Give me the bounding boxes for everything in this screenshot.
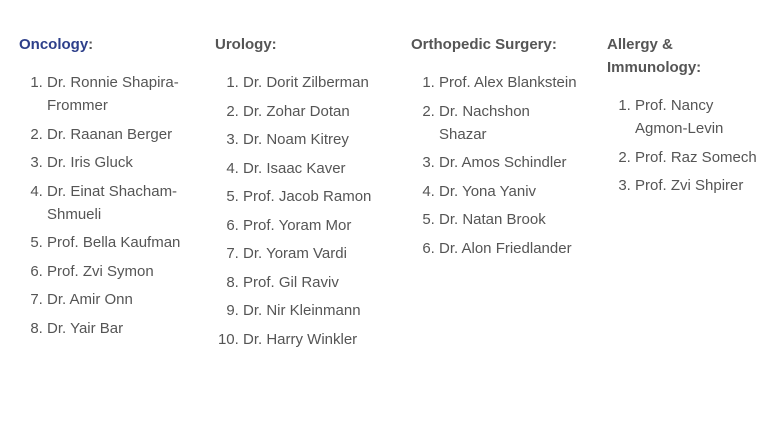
list-item: 2. Prof. Raz Somech bbox=[635, 146, 767, 169]
doctor-list-orthopedic-surgery bbox=[411, 71, 581, 260]
list-item: 3. Dr. Iris Gluck bbox=[47, 151, 189, 174]
section-heading-oncology bbox=[19, 33, 189, 56]
oncology-heading-text: Oncology bbox=[19, 36, 89, 53]
column-urology bbox=[215, 33, 385, 356]
list-item: 8. Dr. Yair Bar bbox=[47, 317, 189, 340]
column-allergy-immunology bbox=[607, 33, 767, 203]
list-item: 3. Dr. Noam Kitrey bbox=[243, 128, 385, 151]
list-item: 2. Dr. Nachshon Shazar bbox=[439, 100, 581, 146]
column-oncology bbox=[19, 33, 189, 345]
list-item: 1. Dr. Ronnie Shapira- Frommer bbox=[47, 71, 189, 117]
list-item: 3. Prof. Zvi Shpirer bbox=[635, 174, 767, 197]
section-heading-urology: Urology: bbox=[215, 36, 277, 53]
list-item: 2. Dr. Zohar Dotan bbox=[243, 100, 385, 123]
list-item: 9. Dr. Nir Kleinmann bbox=[243, 299, 385, 322]
list-item: 2. Dr. Raanan Berger bbox=[47, 123, 189, 146]
list-item: 6. Prof. Yoram Mor bbox=[243, 214, 385, 237]
list-item: 8. Prof. Gil Raviv bbox=[243, 271, 385, 294]
list-item: 6. Prof. Zvi Symon bbox=[47, 260, 189, 283]
list-item: 10. Dr. Harry Winkler bbox=[243, 328, 385, 351]
list-item: 3. Dr. Amos Schindler bbox=[439, 151, 581, 174]
list-item: 5. Prof. Bella Kaufman bbox=[47, 231, 189, 254]
list-item: 5. Prof. Jacob Ramon bbox=[243, 185, 385, 208]
list-item: 7. Dr. Amir Onn bbox=[47, 288, 189, 311]
oncology-heading-colon: : bbox=[88, 36, 94, 53]
list-item: 6. Dr. Alon Friedlander bbox=[439, 237, 581, 260]
list-item: 1. Dr. Dorit Zilberman bbox=[243, 71, 385, 94]
list-item: 7. Dr. Yoram Vardi bbox=[243, 242, 385, 265]
doctor-list-allergy-immunology bbox=[607, 94, 767, 197]
column-orthopedic-surgery bbox=[411, 33, 581, 265]
list-item: 4. Dr. Einat Shacham-Shmueli bbox=[47, 180, 189, 226]
list-item: 4. Dr. Yona Yaniv bbox=[439, 180, 581, 203]
list-item: 5. Dr. Natan Brook bbox=[439, 208, 581, 231]
list-item: 1. Prof. Nancy Agmon-Levin bbox=[635, 94, 767, 140]
list-item: 4. Dr. Isaac Kaver bbox=[243, 157, 385, 180]
doctor-list-urology bbox=[215, 71, 385, 351]
list-item: 1. Prof. Alex Blankstein bbox=[439, 71, 581, 94]
doctor-list-oncology bbox=[19, 71, 189, 340]
section-heading-allergy-immunology: Allergy & Immunology: bbox=[607, 36, 702, 76]
section-heading-orthopedic-surgery: Orthopedic Surgery: bbox=[411, 36, 557, 53]
